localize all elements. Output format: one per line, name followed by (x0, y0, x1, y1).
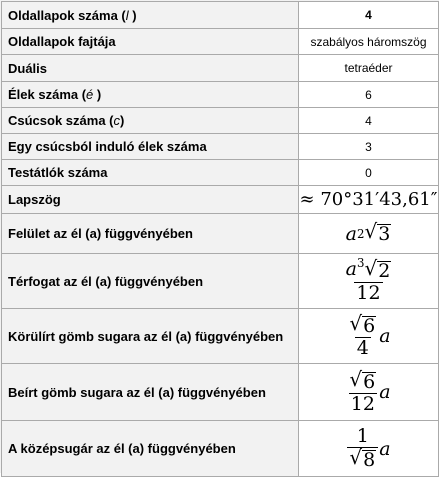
label-surface-area: Felület az él (a) függvényében (2, 214, 299, 254)
formula-exponent: 3 (357, 255, 365, 270)
fraction (347, 366, 378, 415)
table-row (2, 29, 439, 55)
table-row (2, 55, 439, 82)
value-vertex-count: 4 (299, 108, 439, 134)
denominator: 12 (356, 281, 381, 304)
row-label-text: Élek száma ( (8, 87, 87, 102)
radicand: 6 (363, 314, 376, 337)
volume-formula (343, 255, 395, 304)
square-root (349, 444, 376, 471)
label-dihedral-angle: Lapszög (2, 186, 299, 214)
numerator (347, 310, 378, 337)
value-edge-count: 6 (299, 82, 439, 108)
label-face-count (2, 2, 299, 29)
table-row (2, 309, 439, 364)
value-dual: tetraéder (299, 55, 439, 82)
label-edges-per-vertex: Egy csúcsból induló élek száma (2, 134, 299, 160)
fraction (344, 255, 394, 304)
circumradius-formula (346, 310, 391, 359)
label-volume: Térfogat az él (a) függvényében (2, 254, 299, 309)
value-edges-per-vertex: 3 (299, 134, 439, 160)
value-circumradius (299, 309, 439, 364)
radical-sign: √ (349, 444, 363, 469)
table-row (2, 134, 439, 160)
radicand: 3 (378, 223, 391, 246)
table-row (2, 160, 439, 186)
radicand: 2 (378, 259, 391, 282)
table-row (2, 2, 439, 29)
formula-variable: a (379, 324, 391, 347)
label-circumradius: Körülírt gömb sugara az él (a) függvényében (2, 309, 299, 364)
surface-area-formula: a 2 √ 3 (345, 219, 391, 246)
numerator (344, 255, 394, 282)
row-label-variable: é (86, 87, 94, 102)
label-space-diagonals: Testátlók száma (2, 160, 299, 186)
radical-sign: √ (364, 219, 378, 244)
formula-variable: a (379, 437, 391, 460)
table-row (2, 214, 439, 254)
row-label-variable: c (113, 113, 120, 128)
label-inradius: Beírt gömb sugara az él (a) függvényében (2, 364, 299, 421)
denominator: 12 (350, 392, 375, 415)
label-edge-count (2, 82, 299, 108)
radical-sign: √ (349, 310, 363, 335)
value-inradius (299, 364, 439, 421)
table-row (2, 82, 439, 108)
value-midradius (299, 421, 439, 477)
label-face-type: Oldallapok fajtája (2, 29, 299, 55)
denominator: 4 (356, 336, 369, 359)
midradius-formula (346, 424, 391, 471)
numerator: 1 (356, 424, 369, 447)
value-surface-area (299, 214, 439, 254)
value-face-type: szabályos háromszög (299, 29, 439, 55)
label-dual: Duális (2, 55, 299, 82)
radicand: 8 (363, 448, 376, 471)
table-row (2, 421, 439, 477)
table-row (2, 254, 439, 309)
label-vertex-count (2, 108, 299, 134)
table-row (2, 108, 439, 134)
dihedral-angle-formula: ≈ 70°31′43,61″ (299, 189, 438, 210)
value-face-count: 4 (299, 2, 439, 29)
numerator (347, 366, 378, 393)
row-label-variable: l (125, 7, 129, 23)
row-label-text: Oldallapok száma ( (8, 7, 126, 23)
square-root (349, 366, 376, 393)
row-label-text: ) (93, 87, 102, 102)
square-root (364, 255, 392, 282)
formula-variable: a (379, 380, 391, 403)
radicand: 6 (363, 370, 376, 393)
square-root (349, 310, 376, 337)
table-row (2, 186, 439, 214)
value-volume (299, 254, 439, 309)
row-label-text: ) (128, 7, 137, 23)
formula-variable: a (345, 257, 357, 280)
label-midradius: A középsugár az él (a) függvényében (2, 421, 299, 477)
row-label-text: Csúcsok száma ( (8, 113, 114, 128)
row-label-text: ) (120, 113, 125, 128)
inradius-formula (346, 366, 391, 415)
radical-sign: √ (349, 366, 363, 391)
formula-variable: a (345, 222, 357, 245)
value-space-diagonals: 0 (299, 160, 439, 186)
radical-sign: √ (364, 255, 378, 280)
properties-table (1, 1, 439, 477)
fraction (347, 310, 378, 359)
table-row (2, 364, 439, 421)
fraction (347, 424, 378, 471)
denominator (347, 444, 378, 471)
value-dihedral-angle (299, 186, 439, 214)
